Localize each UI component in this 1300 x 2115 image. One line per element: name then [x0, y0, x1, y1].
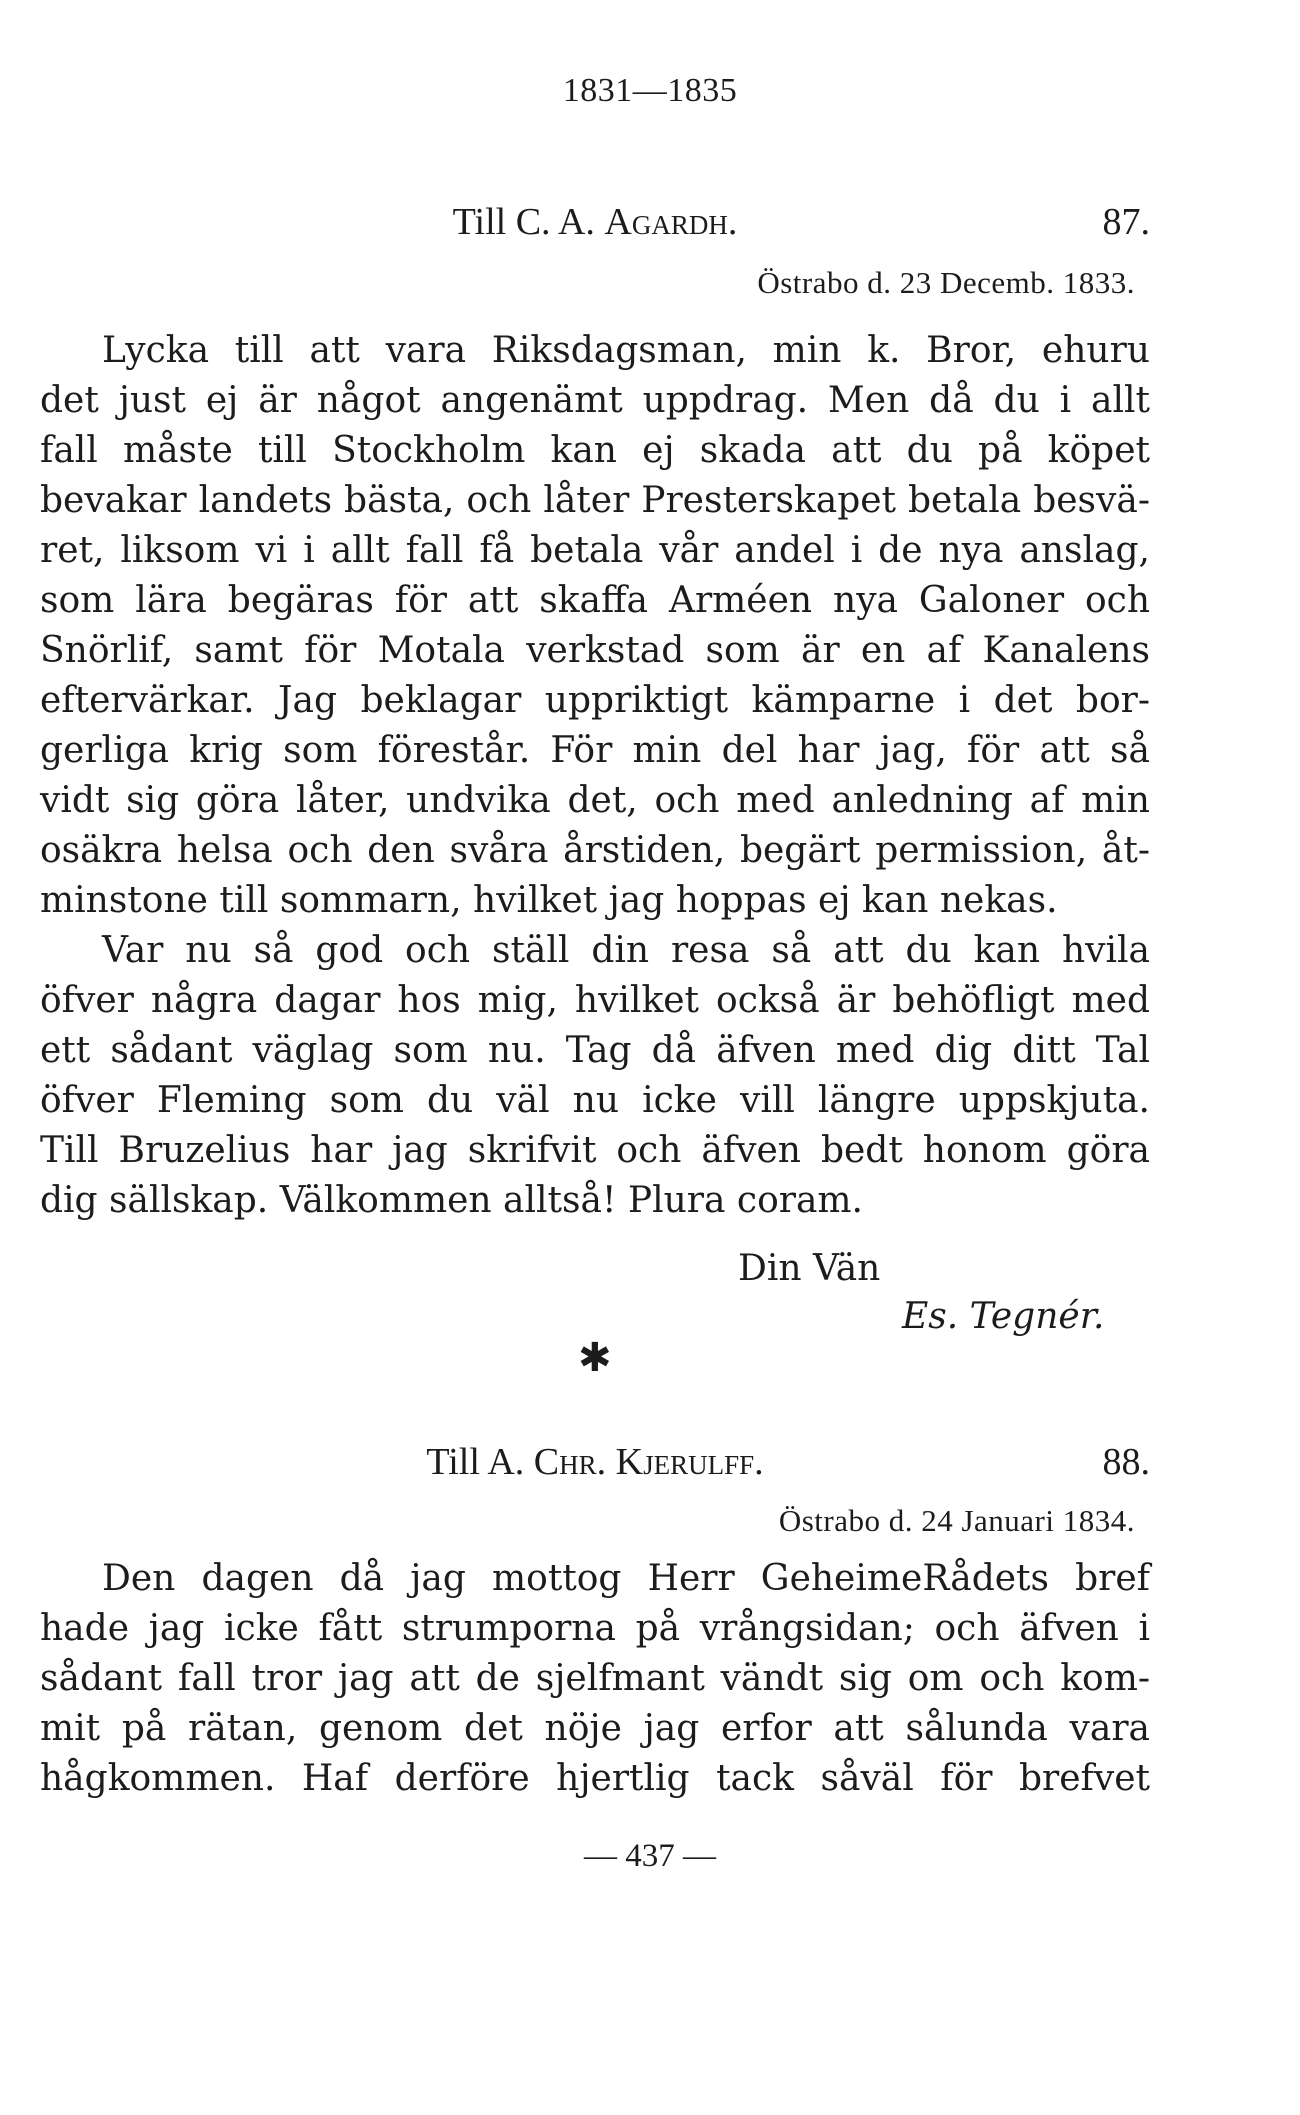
text-line: Snörlif, samt för Motala verkstad som är en af Kanalens: [40, 630, 1150, 671]
text-line: det just ej är något angenämt uppdrag. Men då du i allt: [40, 380, 1150, 421]
text-line: eftervärkar. Jag beklagar uppriktigt kämparne i det bor-: [40, 680, 1150, 721]
letter-number: 88.: [1102, 1441, 1150, 1483]
text-line: Var nu så god och ställ din resa så att du kan hvila: [102, 930, 1150, 971]
text-line: som lära begäras för att skaffa Arméen nya Galoner och: [40, 580, 1150, 621]
letter-heading-88: [40, 1440, 1150, 1490]
text-line: sådant fall tror jag att de sjelfmant vändt sig om och kom-: [40, 1658, 1150, 1699]
text-line: fall måste till Stockholm kan ej skada att du på köpet: [40, 430, 1150, 471]
running-head: 1831—1835: [562, 72, 738, 109]
text-line: mit på rätan, genom det nöje jag erfor att sålunda vara: [40, 1708, 1150, 1749]
recipient-name: Agardh.: [604, 201, 738, 243]
text-line: hade jag icke fått strumporna på vrångsidan; och äfven i: [40, 1608, 1150, 1649]
letter-closing: Din Vän: [738, 1248, 881, 1289]
text-line: vidt sig göra låter, undvika det, och med anledning af min: [40, 780, 1150, 821]
text-line: osäkra helsa och den svåra årstiden, begärt permission, åt-: [40, 830, 1150, 871]
asterisk-ornament: ✱: [578, 1335, 612, 1381]
letter-recipient: [40, 200, 1150, 244]
text-line: öfver några dagar hos mig, hvilket också är behöfligt med: [40, 980, 1150, 1021]
letter-dateline: Östrabo d. 23 Decemb. 1833.: [757, 265, 1135, 300]
recipient-prefix: Till A.: [426, 1441, 534, 1483]
recipient-name: Chr. Kjerulff.: [533, 1441, 764, 1483]
letter-recipient: [40, 1440, 1150, 1484]
text-line: ret, liksom vi i allt fall få betala vår andel i de nya anslag,: [40, 530, 1150, 571]
text-line: ett sådant väglag som nu. Tag då äfven med dig ditt Tal: [40, 1030, 1150, 1071]
text-line: Den dagen då jag mottog Herr GeheimeRådets bref: [102, 1558, 1150, 1599]
text-line: öfver Fleming som du väl nu icke vill längre uppskjuta.: [40, 1080, 1150, 1121]
letter-dateline: Östrabo d. 24 Januari 1834.: [778, 1503, 1135, 1538]
text-line: bevakar landets bästa, och låter Presterskapet betala besvä-: [40, 480, 1150, 521]
text-line: Till Bruzelius har jag skrifvit och äfven bedt honom göra: [40, 1130, 1150, 1171]
text-line: hågkommen. Haf derföre hjertlig tack såväl för brefvet: [40, 1758, 1150, 1799]
text-line: minstone till sommarn, hvilket jag hoppas ej kan nekas.: [40, 880, 1058, 921]
page-number: — 437 —: [584, 1838, 716, 1874]
text-line: gerliga krig som förestår. För min del har jag, för att så: [40, 730, 1150, 771]
letter-heading-87: [40, 200, 1150, 250]
text-line: Lycka till att vara Riksdagsman, min k. Bror, ehuru: [102, 330, 1150, 371]
letter-body-88: [40, 1554, 1150, 1804]
letter-body-87: [40, 326, 1150, 1226]
letter-signature: Es. Tegnér.: [902, 1296, 1105, 1337]
text-line: dig sällskap. Välkommen alltså! Plura coram.: [40, 1180, 863, 1221]
letter-number: 87.: [1102, 201, 1150, 243]
recipient-prefix: Till C. A.: [452, 201, 605, 243]
